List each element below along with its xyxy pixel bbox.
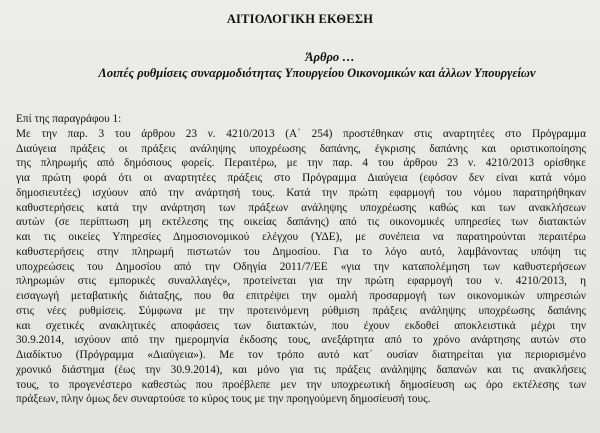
body-text-line: πληρωμών στις εμπορικές συναλλαγές», προτείνεται για την πρώτη εφαρμογή του ν. 4210/2013, η [16, 275, 586, 288]
article-subtitle: Λοιπές ρυθμίσεις συναρμοδιότητας Υπουργείου Οικονομικών και άλλων Υπουργείων [98, 66, 536, 80]
body-text-line: τους, το προγενέστερο καθεστώς που προέβλεπε μεν την υποχρεωτική δημοσίευση ως όρο εκτέλεσης των [16, 378, 586, 391]
body-text-line: και σχετικές ανακλητικές αποφάσεις των διατακτών, που έχουν εκδοθεί αποκλειστικά μέχρι την [16, 319, 586, 332]
body-text-line: εισαγωγή μεταβατικής διάταξης, που θα επιτρέψει την ομαλή προσαρμογή των οικονομικών υπηρεσιών [16, 290, 586, 302]
document-body [16, 112, 586, 407]
body-text-line: δημοσιευτέες) ισχύουν από την ανάρτησή τους. Κατά την πρώτη εφαρμογή του νόμου παρατηρήθηκαν [16, 186, 586, 199]
document-title: ΑΙΤΙΟΛΟΓΙΚΗ ΕΚΘΕΣΗ [226, 12, 374, 26]
body-text-line: πράξεων, πλην όμως δεν συναρτούσε το κύρος τους με την προηγούμενη δημοσίευσή τους. [16, 393, 431, 406]
body-text-line: 30.9.2014, ισχύουν από την ημερομηνία έκδοσης τους, ανεξάρτητα από το χρόνο ανάρτησης αυτών στο [16, 334, 586, 347]
body-text-line: στις νέες ρυθμίσεις. Σύμφωνα με την προτεινόμενη ρύθμιση πράξεις ανάληψης υποχρέωσης δαπάνης [16, 304, 586, 317]
body-text-line: καθυστερήσεις κατά την ανάρτηση των πράξεων ανάληψης υποχρέωσης καθώς και των ανακλήσεων [16, 201, 586, 214]
body-text-line: Διαύγεια πράξεις οι πράξεις ανάληψης υποχρέωσης δαπάνης, έγκρισης δαπάνης και οριστικοποίησης [16, 142, 586, 155]
article-heading: Άρθρο … [305, 50, 355, 64]
body-text-line: και τις οικείες Υπηρεσίες Δημοσιονομικού ελέγχου (ΥΔΕ), με συνέπεια να παρατηρούνται περαιτέρω [16, 231, 586, 243]
body-text-line: χρονικό διάστημα (έως την 30.9.2014), και μόνο για τις πράξεις ανάληψης δαπανών και τις ανακλήσεις [16, 363, 586, 376]
body-text-line: της πληρωμής από δημόσιους φορείς. Περαιτέρω, με την παρ. 4 του άρθρου 23 ν. 4210/2013 ορίσθηκε [16, 157, 586, 170]
body-text-line: Με την παρ. 3 του άρθρου 23 ν. 4210/2013 (Α΄ 254) προστέθηκαν στις αναρτητέες στο Πρόγραμμα [16, 127, 586, 140]
body-text-line: υποχρεώσεις του Δημοσίου από την Οδηγία 2011/7/ΕΕ «για την καταπολέμηση των καθυστερήσεων [16, 260, 586, 273]
body-text-line: καθυστερήσεις στην πληρωμή πιστωτών του Δημοσίου. Για το λόγο αυτό, λαμβάνοντας υπόψη τις [16, 245, 586, 258]
body-text-line: αυτών (σε περίπτωση μη εκτέλεσης της οικείας δαπάνης) από τις οικονομικές υπηρεσίες των διατακτών [16, 216, 586, 229]
body-text-line: Διαδίκτυο (Πρόγραμμα «Διαύγεια»). Με τον τρόπο αυτό κατ΄ ουσίαν διατηρείται για περιορισμένο [16, 349, 586, 361]
body-text-line: για πρώτη φορά ότι οι αναρτητέες πράξεις στο Πρόγραμμα Διαύγεια (εφόσον δεν είναι κατά νόμο [16, 172, 586, 184]
paragraph-heading: Επί της παραγράφου 1: [16, 113, 122, 125]
